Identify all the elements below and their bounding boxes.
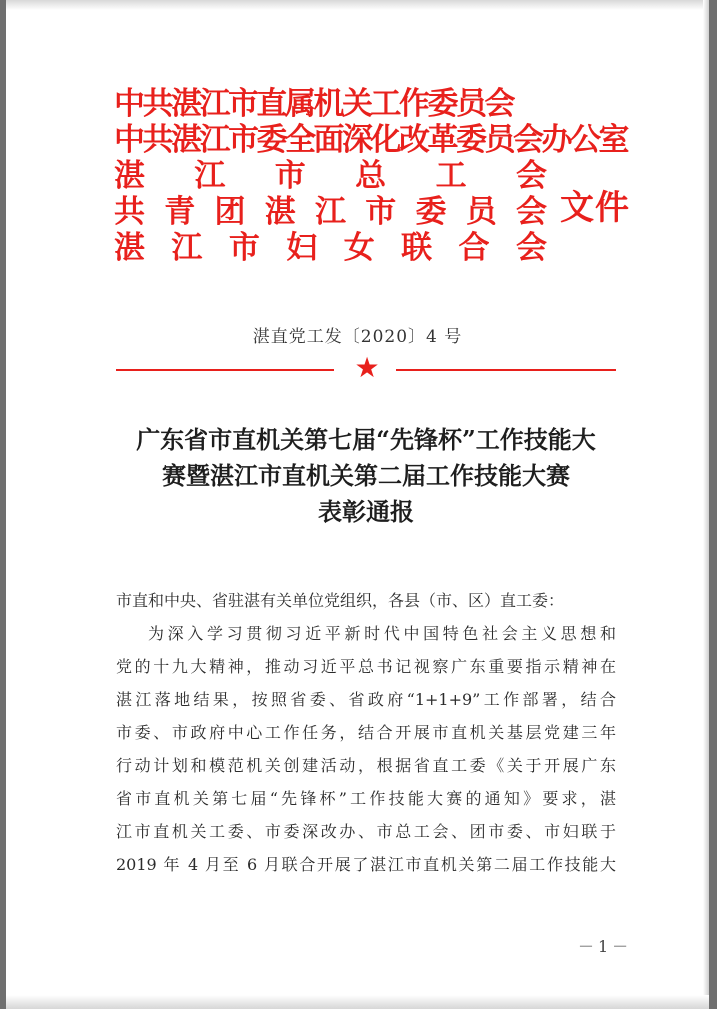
org-line-5	[114, 230, 546, 266]
org-char: 委	[415, 194, 446, 230]
org-char: 湛	[114, 158, 144, 194]
org-char: 工	[435, 158, 466, 194]
page-shadow-bottom	[6, 995, 709, 1009]
org-char: 妇	[286, 230, 317, 266]
org-line-4	[114, 194, 546, 230]
org-line-1: 中共湛江市直属机关工作委员会	[114, 86, 513, 122]
org-line-2: 中共湛江市委全面深化改革委员会办公室	[114, 122, 627, 158]
body-line-8: 2019 年 4 月至 6 月联合开展了湛江市直机关第二届工作技能大	[116, 855, 616, 874]
org-char: 青	[164, 194, 195, 230]
title-line-1: 广东省市直机关第七届“先锋杯”工作技能大	[136, 425, 596, 454]
org-char: 团	[214, 194, 245, 230]
document-body	[116, 584, 616, 881]
org-char: 市	[274, 158, 305, 194]
file-label: 文件	[560, 188, 630, 228]
org-char: 江	[315, 194, 345, 230]
document-page	[6, 0, 709, 1009]
body-line-1: 为深入学习贯彻习近平新时代中国特色社会主义思想和	[148, 624, 616, 643]
body-line-4: 市委、市政府中心工作任务，结合开展市直机关基层党建三年	[116, 723, 616, 742]
body-line-2: 党的十九大精神，推动习近平总书记视察广东重要指示精神在	[116, 657, 616, 676]
org-char: 湛	[264, 194, 295, 230]
org-char: 共	[114, 194, 144, 230]
body-line-7: 江市直机关工委、市委深改办、市总工会、团市委、市妇联于	[116, 822, 616, 841]
page-shadow-top	[6, 0, 709, 10]
org-char: 江	[194, 158, 225, 194]
org-char: 会	[515, 230, 546, 266]
org-char: 湛	[114, 230, 144, 266]
red-star-icon: ★	[354, 351, 380, 384]
org-char: 合	[458, 230, 489, 266]
org-char: 会	[515, 158, 546, 194]
page-number: －1－	[578, 937, 633, 956]
red-divider-left	[116, 369, 334, 371]
document-title	[76, 422, 656, 530]
title-line-2: 赛暨湛江市直机关第二届工作技能大赛	[162, 461, 570, 490]
body-line-3: 湛江落地结果，按照省委、省政府“1+1+9”工作部署，结合	[116, 690, 616, 709]
body-line-5: 行动计划和模范机关创建活动，根据省直工委《关于开展广东	[116, 756, 616, 775]
org-char: 市	[365, 194, 396, 230]
org-char: 会	[516, 194, 546, 230]
org-char: 联	[401, 230, 432, 266]
org-char: 员	[465, 194, 496, 230]
org-char: 总	[355, 158, 386, 194]
org-char: 女	[343, 230, 374, 266]
salutation: 市直和中央、省驻湛有关单位党组织，各县（市、区）直工委：	[116, 591, 565, 610]
red-divider-right	[396, 369, 616, 371]
org-line-3	[114, 158, 546, 194]
org-char: 市	[228, 230, 259, 266]
document-number: 湛直党工发〔2020〕4 号	[252, 327, 463, 347]
body-line-6: 省市直机关第七届“先锋杯”工作技能大赛的通知》要求，湛	[116, 789, 616, 808]
org-char: 江	[171, 230, 202, 266]
title-line-3: 表彰通报	[318, 497, 414, 526]
page-shadow-right	[703, 0, 709, 1009]
